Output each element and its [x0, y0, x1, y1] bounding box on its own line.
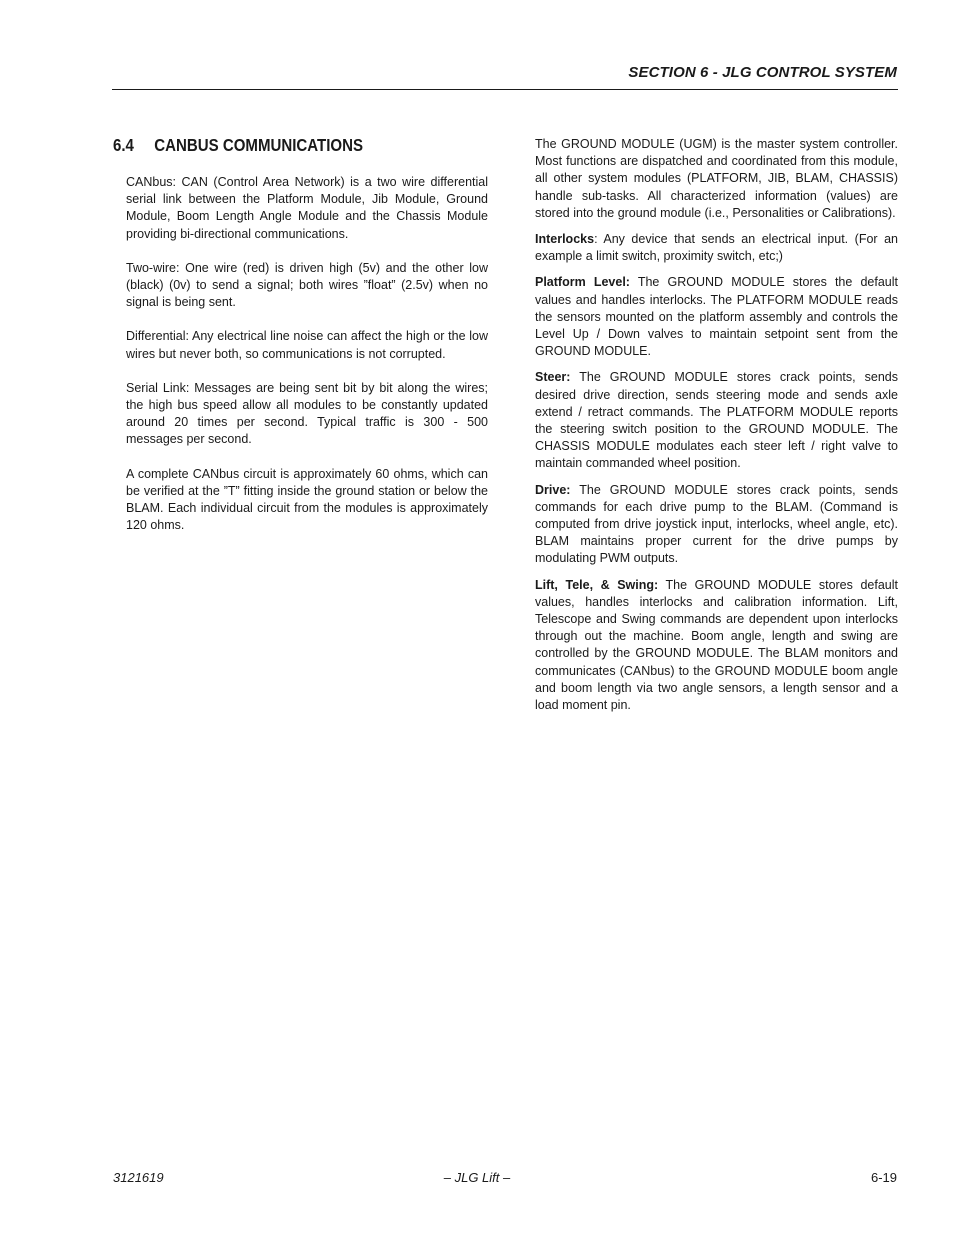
paragraph-canbus: CANbus: CAN (Control Area Network) is a two wire differential serial link between the Platform Module, Jib Module, Ground Module, Boom Length Angle Module and the Chassis Module providing bi-directional communications.: [126, 175, 488, 241]
footer-publisher: – JLG Lift –: [443, 1170, 511, 1185]
paragraph-serial-link: Serial Link: Messages are being sent bit by bit along the wires; the high bus speed allow all modules to be constantly updated around 20 times per second. Typical traffic is 300 - 500 messages per second.: [126, 380, 488, 447]
paragraph-two-wire: Two-wire: One wire (red) is driven high (5v) and the other low (black) (0v) to send a signal; both wires ”float” (2.5v) when no signal is being sent.: [126, 260, 488, 310]
paragraph-drive: [535, 482, 898, 568]
text-drive: The GROUND MODULE stores crack points, sends commands for each drive pump to the BLAM. (Command is computed from drive joystick input, interlocks, wheel angle, etc). BLAM maintains proper current for the drive pumps by modulating PWM outputs.: [535, 482, 898, 566]
lead-drive: Drive:: [535, 482, 571, 497]
paragraph-interlocks: [535, 231, 898, 265]
paragraph-differential: Differential: Any electrical line noise can affect the high or the low wires but never both, so communications is not corrupted.: [126, 329, 488, 361]
section-number: 6.4: [113, 135, 134, 155]
paragraph-lift-tele-swing: [535, 577, 898, 715]
lead-steer: Steer:: [535, 370, 571, 385]
running-header-section-title: SECTION 6 - JLG CONTROL SYSTEM: [628, 64, 897, 81]
lead-lift-tele-swing: Lift, Tele, & Swing:: [535, 577, 659, 592]
text-platform-level: The GROUND MODULE stores the default values and handles interlocks. The PLATFORM MODULE reads the sensors mounted on the platform assembly and controls the Level Up / Down valves to maintain setpoint sent from the GROUND MODULE.: [535, 275, 898, 359]
left-column: [126, 174, 488, 551]
footer-doc-number: 3121619: [113, 1170, 164, 1185]
right-column: [535, 136, 898, 723]
paragraph-circuit-resistance: A complete CANbus circuit is approximately 60 ohms, which can be verified at the ”T” fitting inside the ground station or below the BLAM. Each individual circuit from the modules is approximately 120 ohms.: [126, 466, 488, 533]
paragraph-platform-level: [535, 274, 898, 360]
paragraph-steer: [535, 369, 898, 472]
lead-interlocks: Interlocks: [535, 232, 595, 247]
header-rule: [112, 89, 898, 90]
footer-page-number: 6-19: [870, 1170, 897, 1185]
text-lift-tele-swing: The GROUND MODULE stores default values, handles interlocks and calibration information. Lift, Telescope and Swing commands are dependent upon interlocks through out the machine. Boom angle, length and swing are controlled by the GROUND MODULE. The BLAM monitors and communicates (CANbus) to the GROUND MODULE boom angle and boom length via two angle sensors, a length sensor and a load moment pin.: [535, 577, 898, 713]
lead-platform-level: Platform Level:: [535, 275, 630, 290]
text-steer: The GROUND MODULE stores crack points, sends desired drive direction, sends steering mode and sends axle extend / retract commands. The PLATFORM MODULE reports the steering switch position to the GROUND MODULE. The CHASSIS MODULE modulates each steer left / right valve to maintain commanded wheel position.: [535, 370, 898, 471]
section-heading: [113, 135, 363, 156]
paragraph-ground-module-intro: The GROUND MODULE (UGM) is the master system controller. Most functions are dispatched and coordinated from this module, all other system modules (PLATFORM, JIB, BLAM, CHASSIS) handle sub-tasks. All characterized information (values) are stored into the ground module (i.e., Personalities or Calibrations).: [535, 137, 898, 220]
text-interlocks: : Any device that sends an electrical input. (For an example a limit switch, proximity switch, etc;): [535, 232, 898, 264]
section-title: CANBUS COMMUNICATIONS: [154, 135, 364, 155]
